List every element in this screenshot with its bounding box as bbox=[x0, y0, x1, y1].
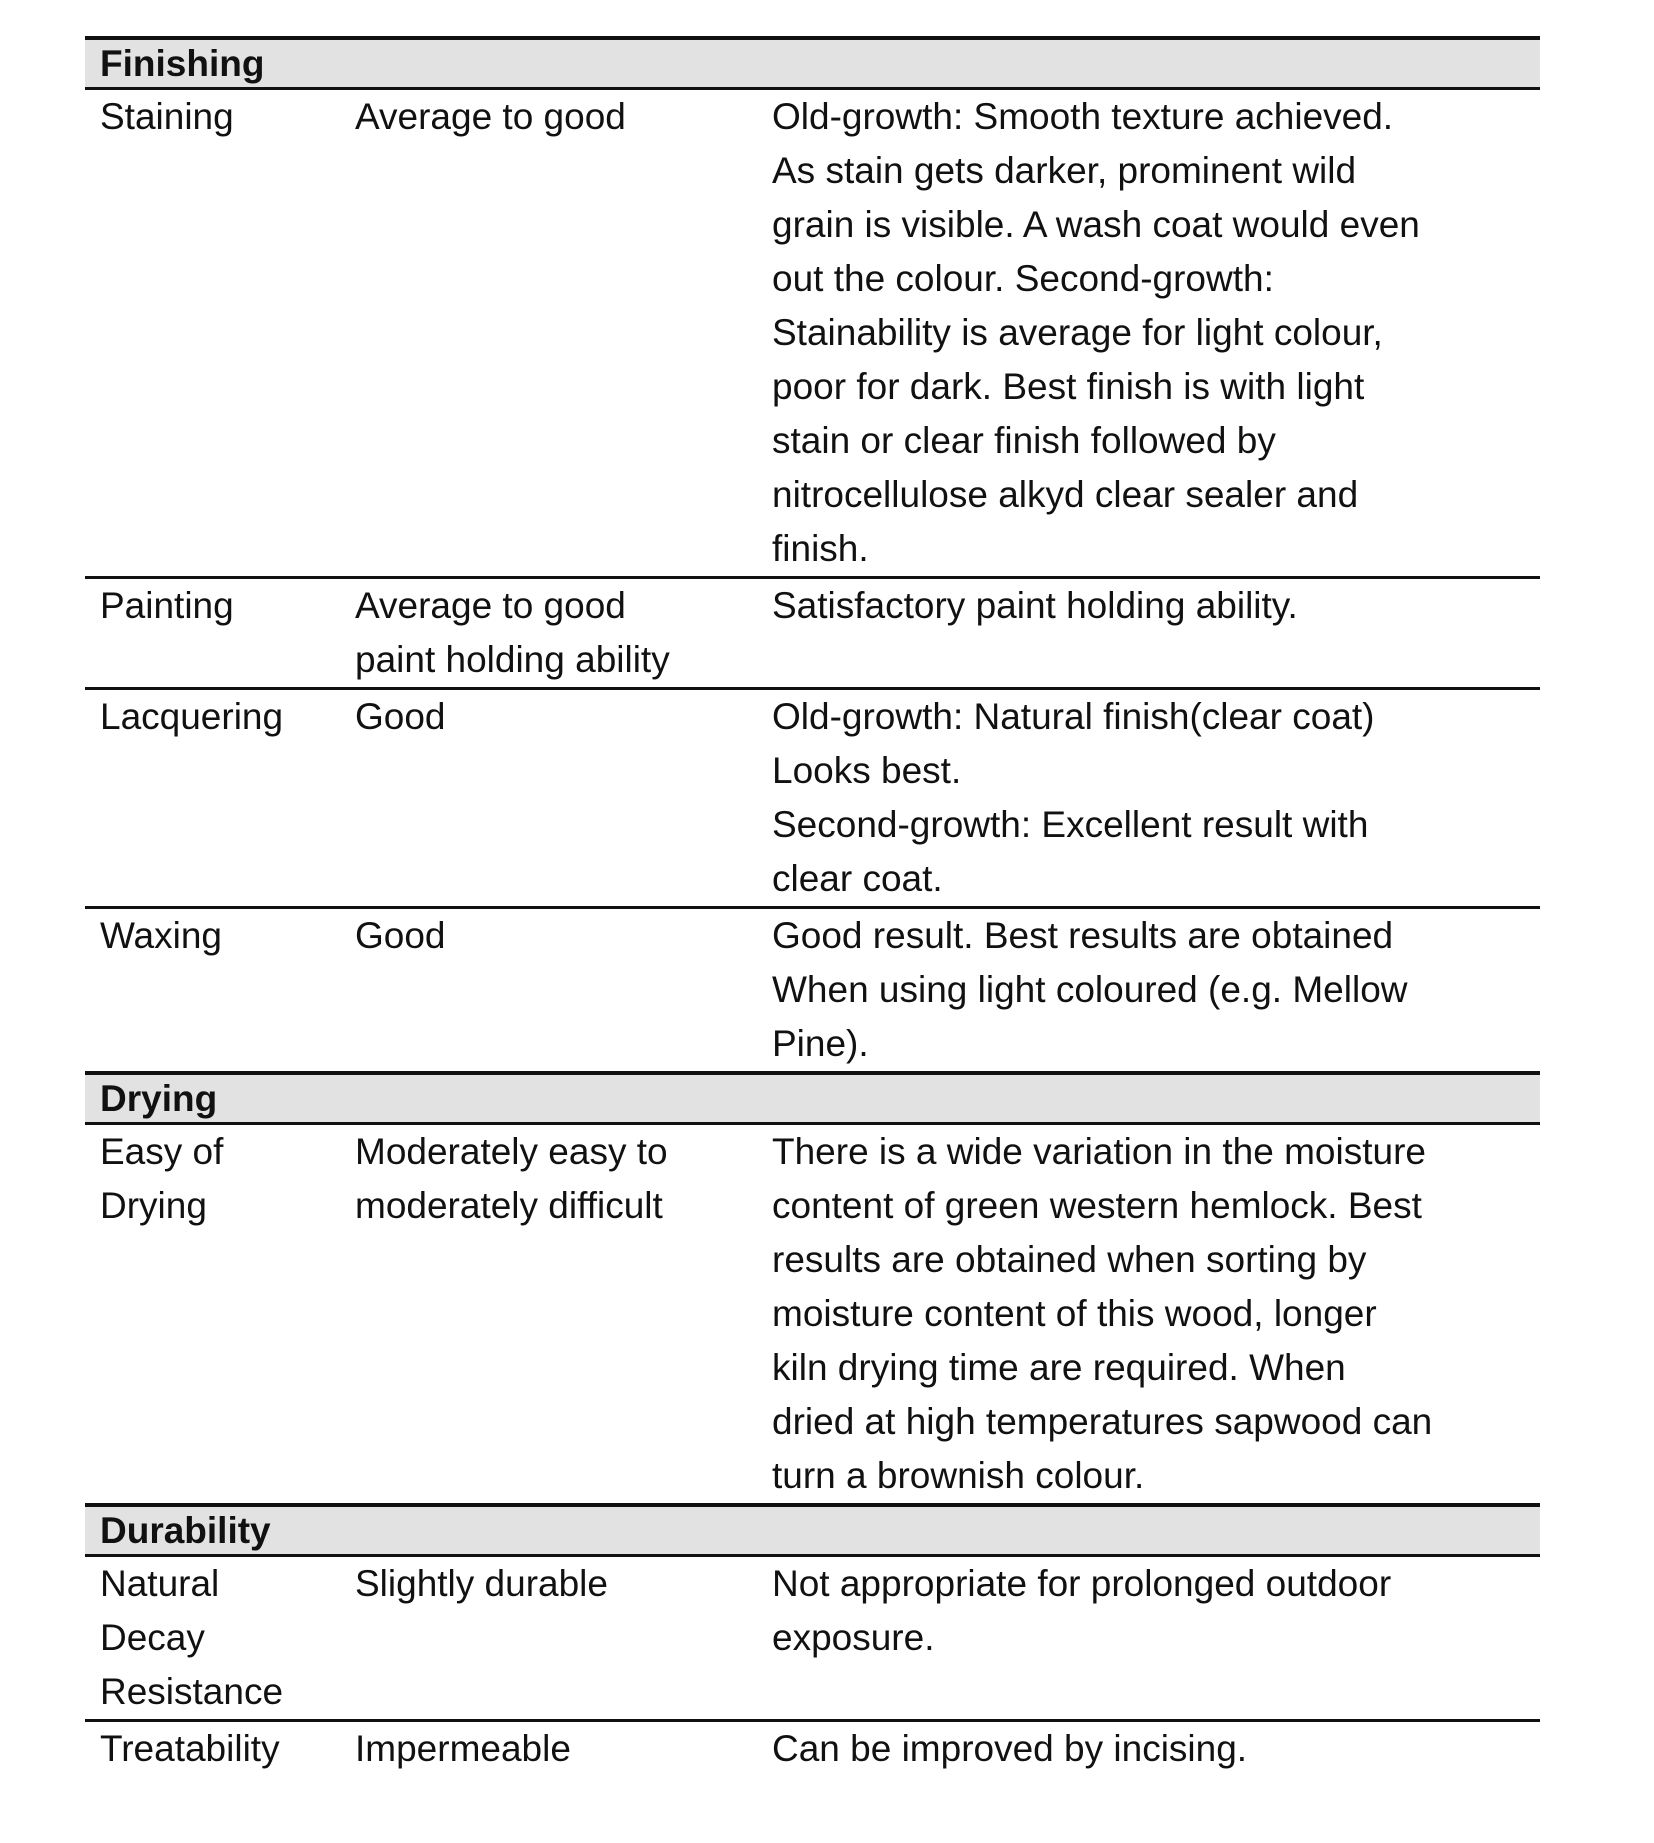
table-row-treatability bbox=[85, 1722, 1540, 1776]
property-cell: Natural Decay Resistance bbox=[100, 1563, 284, 1712]
rating-cell: Moderately easy to moderately difficult bbox=[355, 1131, 668, 1226]
section-title: Durability bbox=[100, 1509, 271, 1551]
property-cell: Waxing bbox=[100, 915, 223, 956]
property-cell: Staining bbox=[100, 96, 234, 137]
notes-cell: There is a wide variation in the moisture content of green western hemlock. Best results are obtained when sorting by moisture content of this wood, longer kiln drying time are required. When dried at high temperatures sapwood can turn a brownish colour. bbox=[772, 1131, 1433, 1496]
table-row-ease-of-drying bbox=[85, 1125, 1540, 1503]
table-row-waxing bbox=[85, 909, 1540, 1071]
rating-cell: Good bbox=[355, 696, 446, 737]
rating-cell: Impermeable bbox=[355, 1728, 571, 1769]
properties-table bbox=[85, 36, 1540, 1776]
table-row-painting bbox=[85, 579, 1540, 690]
section-header-finishing bbox=[85, 36, 1540, 90]
property-cell: Lacquering bbox=[100, 696, 284, 737]
rating-cell: Good bbox=[355, 915, 446, 956]
section-title: Finishing bbox=[100, 42, 265, 84]
rating-cell: Slightly durable bbox=[355, 1563, 608, 1604]
notes-cell: Good result. Best results are obtained When using light coloured (e.g. Mellow Pine). bbox=[772, 915, 1408, 1064]
rating-cell: Average to good paint holding ability bbox=[355, 585, 670, 680]
table-row-lacquering bbox=[85, 690, 1540, 909]
property-cell: Easy of Drying bbox=[100, 1131, 224, 1226]
section-header-drying bbox=[85, 1071, 1540, 1125]
property-cell: Painting bbox=[100, 585, 234, 626]
notes-cell: Not appropriate for prolonged outdoor exposure. bbox=[772, 1563, 1392, 1658]
table-row-staining bbox=[85, 90, 1540, 579]
notes-cell: Satisfactory paint holding ability. bbox=[772, 585, 1298, 626]
notes-cell: Old-growth: Smooth texture achieved. As stain gets darker, prominent wild grain is visible. A wash coat would even out the colour. Second-growth: Stainability is average for light colour, poor for dark. Best finish is with light stain or clear finish followed by nitrocellulose alkyd clear sealer and finish. bbox=[772, 96, 1420, 569]
notes-cell: Old-growth: Natural finish(clear coat) Looks best. Second-growth: Excellent result with clear coat. bbox=[772, 696, 1375, 899]
section-header-durability bbox=[85, 1503, 1540, 1557]
property-cell: Treatability bbox=[100, 1728, 280, 1769]
table-row-natural-decay-resistance bbox=[85, 1557, 1540, 1722]
notes-cell: Can be improved by incising. bbox=[772, 1728, 1248, 1769]
section-title: Drying bbox=[100, 1077, 218, 1119]
rating-cell: Average to good bbox=[355, 96, 626, 137]
